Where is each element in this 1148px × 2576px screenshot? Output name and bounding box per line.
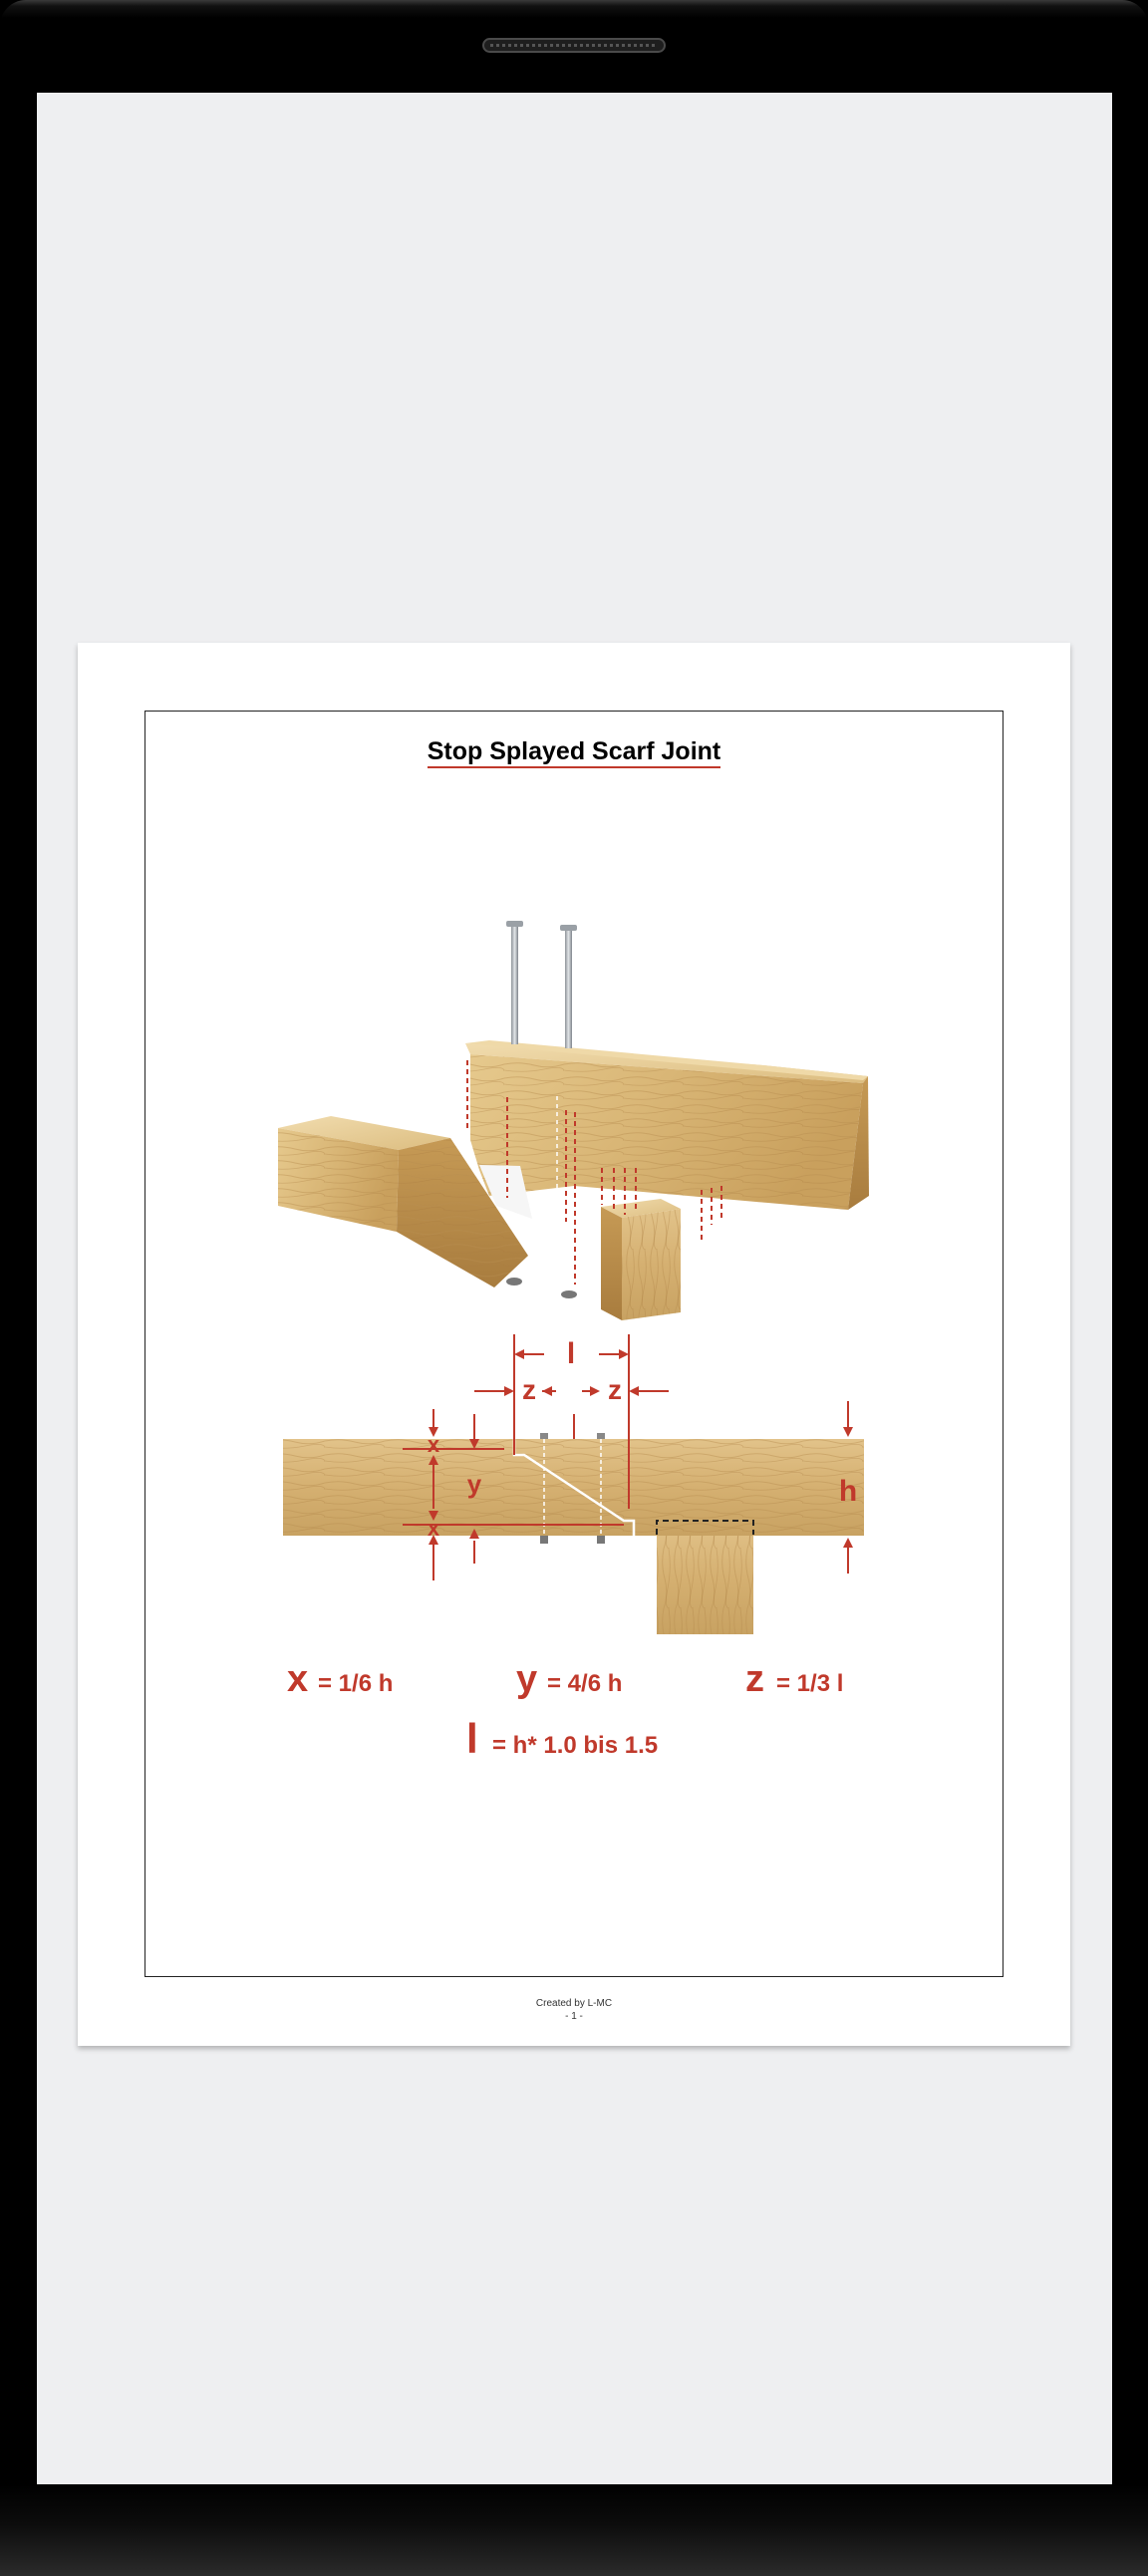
document-viewer[interactable] [37, 93, 1112, 2484]
formula-z-var: z [745, 1658, 764, 1700]
dim-label-z-right: z [608, 1374, 622, 1405]
formula-l-rule: = h* 1.0 bis 1.5 [492, 1732, 659, 1759]
dim-label-y: y [466, 1469, 482, 1499]
dim-label-x-top: x [427, 1432, 440, 1457]
dim-label-z-left: z [522, 1374, 536, 1405]
elevation-drawing [283, 1334, 864, 1634]
page-frame [144, 711, 1004, 1977]
formula-y-var: y [516, 1658, 538, 1700]
formula-x-var: x [287, 1658, 309, 1700]
exploded-3d-view [278, 921, 869, 1320]
speaker-grille-icon [482, 38, 666, 53]
scarf-joint-illustration [145, 712, 1002, 1975]
device-top-bezel [0, 0, 1148, 93]
formula-l-var: l [466, 1715, 478, 1762]
dim-label-l: l [566, 1337, 576, 1370]
post [601, 1199, 681, 1320]
footer-credit: Created by L-MC [535, 1998, 613, 2009]
formula-block [287, 1658, 843, 1762]
device-bottom-bezel [0, 2484, 1148, 2576]
dim-label-x-bottom: x [427, 1516, 440, 1541]
formula-z-rule: = 1/3 l [776, 1670, 844, 1697]
formula-y-rule: = 4/6 h [547, 1670, 623, 1697]
pdf-page [78, 643, 1070, 2046]
formula-x-rule: = 1/6 h [318, 1670, 394, 1697]
dim-label-h: h [838, 1475, 858, 1508]
page-number: - 1 - [565, 2011, 583, 2022]
page-title: Stop Splayed Scarf Joint [145, 737, 1003, 766]
right-beam [465, 1040, 869, 1219]
